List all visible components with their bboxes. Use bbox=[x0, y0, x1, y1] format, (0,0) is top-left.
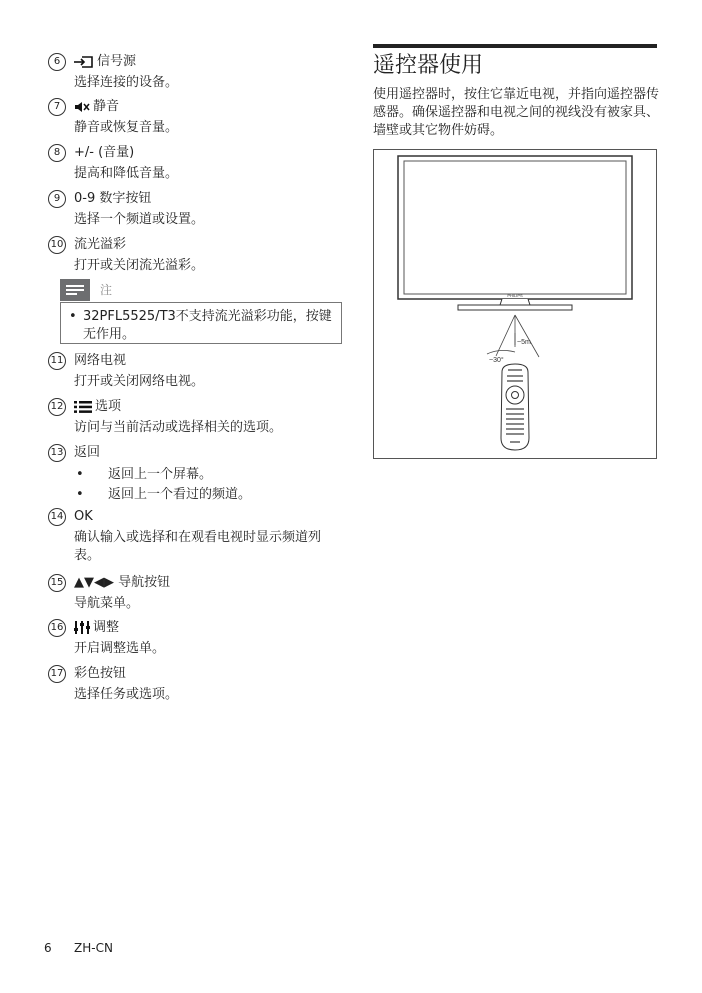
item-number: 16 bbox=[48, 619, 66, 637]
note-bullet: • bbox=[69, 309, 77, 324]
bullet: • bbox=[76, 487, 84, 502]
item-title bbox=[74, 398, 121, 416]
item-desc: 确认输入或选择和在观看电视时显示频道列表。 bbox=[74, 530, 322, 563]
item-title-text: 选项 bbox=[95, 399, 122, 414]
item-title: +/- (音量) bbox=[74, 145, 135, 160]
item-desc: 访问与当前活动或选择相关的选项。 bbox=[74, 420, 283, 435]
item-title bbox=[74, 98, 119, 116]
distance-label: ~5m bbox=[517, 339, 531, 346]
item-number: 6 bbox=[48, 53, 66, 71]
item-desc: 选择一个频道或设置。 bbox=[74, 212, 205, 227]
item-number: 11 bbox=[48, 352, 66, 370]
item-number: 12 bbox=[48, 398, 66, 416]
angle-label: ~30° bbox=[489, 357, 504, 364]
item-title: 返回 bbox=[74, 445, 101, 460]
item-title-text: 静音 bbox=[93, 99, 120, 114]
item-number: 15 bbox=[48, 574, 66, 592]
item-desc: 选择任务或选项。 bbox=[74, 687, 179, 702]
tv-remote-illustration bbox=[374, 150, 656, 458]
note-icon bbox=[60, 279, 90, 301]
note-box bbox=[60, 302, 342, 344]
item-desc: 选择连接的设备。 bbox=[74, 75, 179, 90]
list-item: • 返回上一个屏幕。 bbox=[74, 465, 251, 485]
item-number: 9 bbox=[48, 190, 66, 208]
item-number: 7 bbox=[48, 98, 66, 116]
item-desc: 开启调整选单。 bbox=[74, 641, 166, 656]
item-title: 0-9 数字按钮 bbox=[74, 191, 152, 206]
remote-control bbox=[501, 364, 529, 450]
bullet: • bbox=[76, 467, 84, 482]
item-title bbox=[74, 53, 136, 71]
item-number: 8 bbox=[48, 144, 66, 162]
note-label: 注 bbox=[100, 283, 113, 297]
tv-brand: PHILIPS bbox=[507, 293, 523, 298]
item-bullets bbox=[74, 465, 251, 505]
remote-usage-figure bbox=[373, 149, 657, 459]
item-title: ▲▼◀▶ 导航按钮 bbox=[74, 575, 171, 590]
options-icon bbox=[74, 401, 92, 413]
language-code: ZH-CN bbox=[74, 941, 113, 955]
page-number: 6 bbox=[44, 941, 52, 955]
section-paragraph: 使用遥控器时，按住它靠近电视，并指向遥控器传感器。确保遥控器和电视之间的视线没有被家具、墙壁或其它物件妨碍。 bbox=[373, 87, 660, 138]
item-title bbox=[74, 619, 119, 637]
item-desc: 导航菜单。 bbox=[74, 596, 140, 611]
item-number: 14 bbox=[48, 508, 66, 526]
source-icon bbox=[74, 56, 94, 68]
mute-icon bbox=[74, 101, 90, 113]
item-number: 13 bbox=[48, 444, 66, 462]
item-title-text: 信号源 bbox=[97, 54, 137, 69]
item-desc: 静音或恢复音量。 bbox=[74, 120, 179, 135]
list-item: • 返回上一个看过的频道。 bbox=[74, 485, 251, 505]
item-number: 17 bbox=[48, 665, 66, 683]
item-desc: 提高和降低音量。 bbox=[74, 166, 179, 181]
section-rule bbox=[373, 44, 657, 48]
note-text: 32PFL5525/T3不支持流光溢彩功能，按键无作用。 bbox=[83, 309, 332, 342]
item-desc: 打开或关闭网络电视。 bbox=[74, 374, 205, 389]
adjust-icon bbox=[74, 621, 90, 634]
item-title: 流光溢彩 bbox=[74, 237, 127, 252]
item-number: 10 bbox=[48, 236, 66, 254]
item-title: 彩色按钮 bbox=[74, 666, 127, 681]
section-heading: 遥控器使用 bbox=[373, 53, 484, 78]
item-title: OK bbox=[74, 509, 93, 524]
item-title-text: 调整 bbox=[93, 620, 120, 635]
item-title: 网络电视 bbox=[74, 353, 127, 368]
item-desc: 打开或关闭流光溢彩。 bbox=[74, 258, 205, 273]
